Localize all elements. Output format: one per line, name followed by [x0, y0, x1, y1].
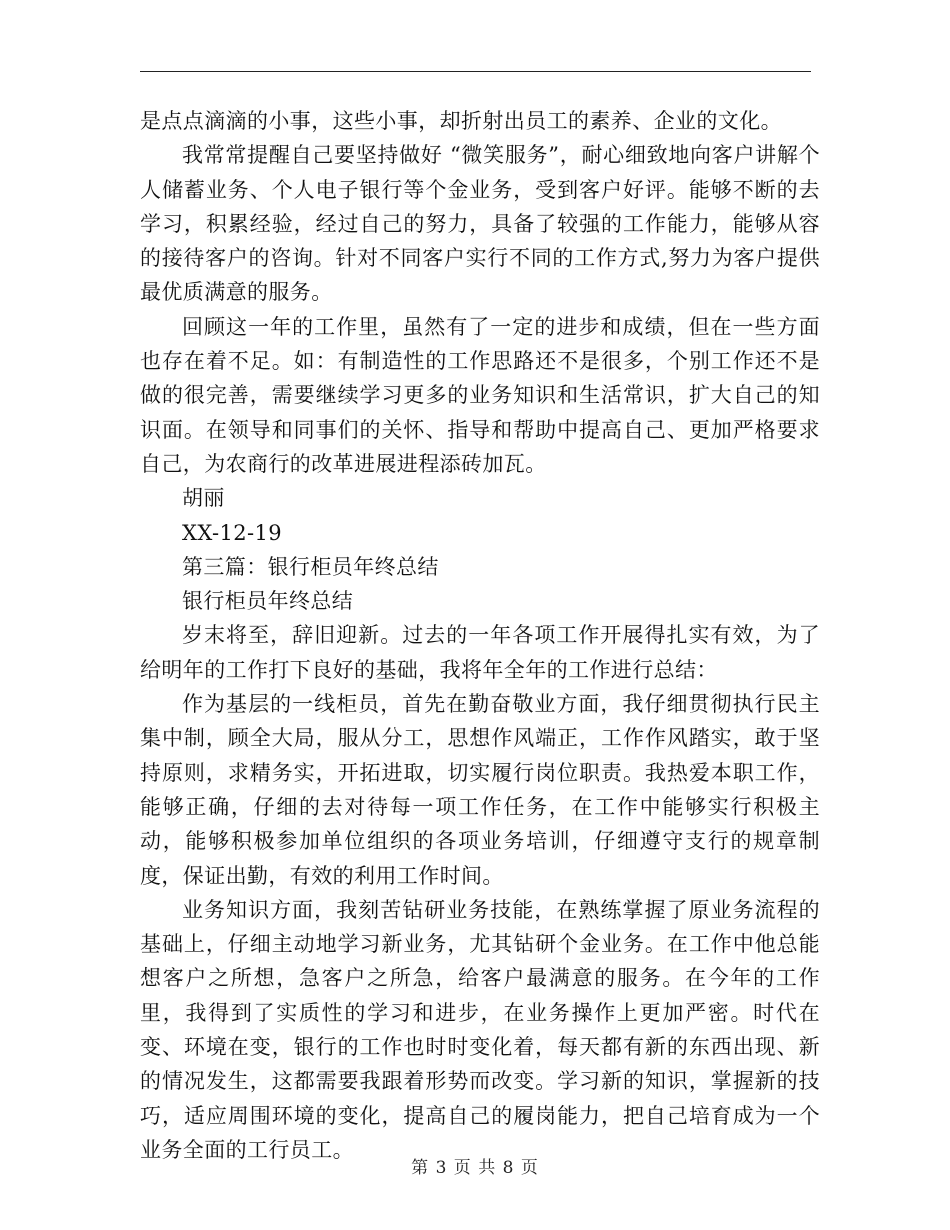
section-title: 银行柜员年终总结 [182, 589, 354, 614]
page-number-footer: 第 3 页 共 8 页 [411, 1158, 539, 1178]
paragraph-work-attitude: 作为基层的一线柜员，首先在勤奋敬业方面，我仔细贯彻执行民主集中制，顾全大局，服从分工，思想作风端正，工作作风踏实，敢于坚持原则，求精务实，开拓进取，切实履行岗位职责。我热爱本职工作，能够正确，仔细的去对待每一项工作任务，在工作中能够实行积极主动，能够积极参加单位组织的各项业务培训，仔细遵守支行的规章制度，保证出勤，有效的利用工作时间。 [140, 692, 820, 888]
document-body [140, 104, 820, 1167]
paragraph-1: 是点点滴滴的小事，这些小事，却折射出员工的素养、企业的文化。 [140, 109, 782, 133]
section-heading: 第三篇：银行柜员年终总结 [182, 554, 439, 579]
paragraph-3: 回顾这一年的工作里，虽然有了一定的进步和成绩，但在一些方面也存在着不足。如：有制造性的工作思路还不是很多，个别工作还不是做的很完善，需要继续学习更多的业务知识和生活常识，扩大自己的知识面。在领导和同事们的关怀、指导和帮助中提高自己、更加严格要求自己，为农商行的改革进展进程添砖加瓦。 [140, 314, 820, 476]
header-rule [140, 71, 811, 72]
paragraph-business-knowledge: 业务知识方面，我刻苦钻研业务技能，在熟练掌握了原业务流程的基础上，仔细主动地学习新业务，尤其钻研个金业务。在工作中他总能想客户之所想，急客户之所急，给客户最满意的服务。在今年的工作里，我得到了实质性的学习和进步，在业务操作上更加严密。时代在变、环境在变，银行的工作也时时变化着，每天都有新的东西出现、新的情况发生，这都需要我跟着形势而改变。学习新的知识，掌握新的技巧，适应周围环境的变化，提高自己的履岗能力，把自己培育成为一个业务全面的工行员工。 [140, 897, 820, 1162]
signature-date: XX-12-19 [182, 520, 282, 545]
paragraph-2: 我常常提醒自己要坚持做好 “微笑服务”，耐心细致地向客户讲解个人储蓄业务、个人电子银行等个金业务，受到客户好评。能够不断的去学习，积累经验，经过自己的努力，具备了较强的工作能力，能够从容的接待客户的咨询。针对不同客户实行不同的工作方式,努力为客户提供最优质满意的服务。 [140, 143, 820, 305]
signature-name: 胡丽 [182, 486, 225, 511]
paragraph-intro: 岁末将至，辞旧迎新。过去的一年各项工作开展得扎实有效，为了给明年的工作打下良好的基础，我将年全年的工作进行总结： [140, 623, 820, 682]
